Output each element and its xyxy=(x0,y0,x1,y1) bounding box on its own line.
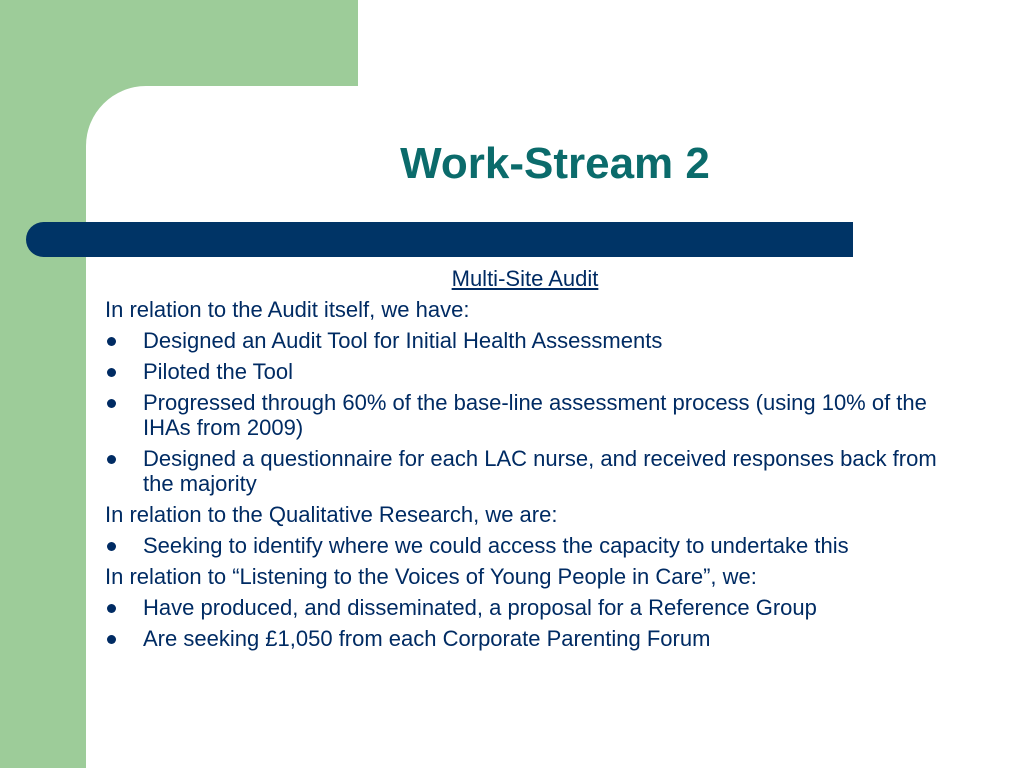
qualitative-bullet-list xyxy=(105,533,945,558)
list-item: Piloted the Tool xyxy=(105,359,945,384)
slide-content xyxy=(105,266,945,657)
voices-bullet-list xyxy=(105,595,945,651)
bullet-icon xyxy=(107,635,116,644)
list-item: Progressed through 60% of the base-line assessment process (using 10% of the IHAs from 2009) xyxy=(105,390,945,440)
bullet-icon xyxy=(107,542,116,551)
bullet-icon xyxy=(107,455,116,464)
section-intro-audit: In relation to the Audit itself, we have: xyxy=(105,297,470,322)
list-item: Are seeking £1,050 from each Corporate Parenting Forum xyxy=(105,626,945,651)
list-item: Designed an Audit Tool for Initial Health Assessments xyxy=(105,328,945,353)
title-underline-bar xyxy=(26,222,853,257)
list-item: Have produced, and disseminated, a proposal for a Reference Group xyxy=(105,595,945,620)
section-intro-voices: In relation to “Listening to the Voices of Young People in Care”, we: xyxy=(105,564,757,589)
section-subheading: Multi-Site Audit xyxy=(451,266,599,291)
audit-bullet-list xyxy=(105,328,945,496)
section-intro-qualitative: In relation to the Qualitative Research, we are: xyxy=(105,502,558,527)
bullet-icon xyxy=(107,399,116,408)
bullet-icon xyxy=(107,604,116,613)
slide-title: Work-Stream 2 xyxy=(400,139,710,188)
list-item: Designed a questionnaire for each LAC nurse, and received responses back from the majority xyxy=(105,446,945,496)
bullet-icon xyxy=(107,337,116,346)
list-item: Seeking to identify where we could access the capacity to undertake this xyxy=(105,533,945,558)
bullet-icon xyxy=(107,368,116,377)
